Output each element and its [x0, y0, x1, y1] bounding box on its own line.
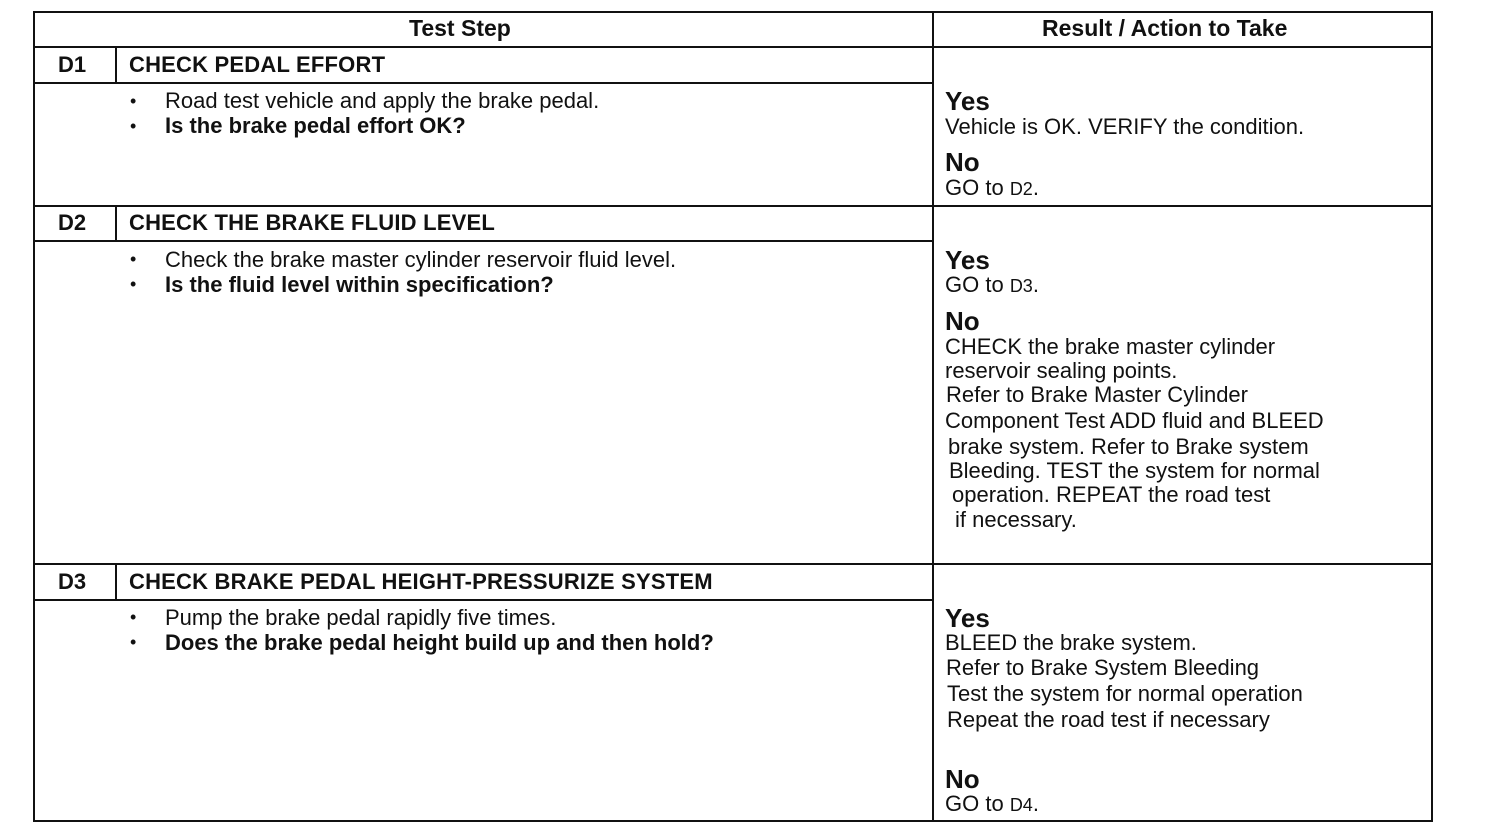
yes-label: Yes [945, 603, 990, 633]
no-action [945, 793, 1039, 815]
no-action-line: if necessary. [955, 507, 1077, 532]
yes-action: Vehicle is OK. VERIFY the condition. [945, 114, 1305, 139]
goto-suffix: . [1032, 791, 1039, 816]
step-question: Is the fluid level within specification? [165, 272, 554, 297]
no-action-line: operation. REPEAT the road test [952, 482, 1271, 507]
d2-title-divider [33, 240, 933, 242]
goto-link-d3[interactable]: D3 [1009, 276, 1033, 296]
goto-text: GO to [945, 175, 1004, 200]
result-action-header: Result / Action to Take [1042, 15, 1288, 41]
test-step-header: Test Step [409, 15, 511, 41]
d1-title-divider [33, 82, 933, 84]
d3-title-divider [33, 599, 933, 601]
goto-text: GO to [945, 272, 1004, 297]
step-id: D3 [58, 569, 87, 594]
goto-link-d2[interactable]: D2 [1009, 179, 1033, 199]
no-label: No [945, 306, 980, 336]
goto-text: GO to [945, 791, 1004, 816]
step-title: CHECK THE BRAKE FLUID LEVEL [129, 210, 495, 235]
goto-suffix: . [1032, 175, 1039, 200]
yes-action-line: Test the system for normal operation [947, 681, 1303, 706]
no-action-line: brake system. Refer to Brake system [948, 434, 1309, 459]
bullet-icon: • [130, 116, 137, 136]
column-divider [932, 11, 934, 822]
bullet-icon: • [130, 274, 137, 294]
step-title: CHECK PEDAL EFFORT [129, 52, 386, 77]
yes-action-line: Refer to Brake System Bleeding [946, 655, 1260, 680]
yes-label: Yes [945, 86, 990, 116]
step-question: Is the brake pedal effort OK? [165, 113, 466, 138]
d3-id-divider [115, 563, 117, 600]
step-id: D2 [58, 210, 87, 235]
no-action-line: Bleeding. TEST the system for normal [949, 458, 1320, 483]
yes-label: Yes [945, 245, 990, 275]
row-divider-d1-d2 [33, 205, 1433, 207]
yes-action-line: BLEED the brake system. [945, 630, 1197, 655]
bullet-icon: • [130, 91, 137, 111]
no-action [945, 177, 1039, 199]
no-action-line: reservoir sealing points. [945, 358, 1178, 383]
goto-link-d4[interactable]: D4 [1009, 795, 1033, 815]
no-label: No [945, 147, 980, 177]
step-instruction: Pump the brake pedal rapidly five times. [165, 605, 557, 630]
bullet-icon: • [130, 607, 137, 627]
step-title: CHECK BRAKE PEDAL HEIGHT-PRESSURIZE SYSTEM [129, 569, 713, 594]
no-action-line: CHECK the brake master cylinder [945, 334, 1276, 359]
no-action-line: Component Test ADD fluid and BLEED [945, 408, 1324, 433]
step-question: Does the brake pedal height build up and then hold? [165, 630, 714, 655]
no-label: No [945, 764, 980, 794]
yes-action-line: Repeat the road test if necessary [947, 707, 1270, 732]
step-instruction: Road test vehicle and apply the brake pedal. [165, 88, 600, 113]
bullet-icon: • [130, 632, 137, 652]
step-id: D1 [58, 52, 87, 77]
row-divider-d2-d3 [33, 563, 1433, 565]
d1-id-divider [115, 46, 117, 83]
yes-action [945, 274, 1039, 296]
no-action-line: Refer to Brake Master Cylinder [946, 382, 1248, 407]
bullet-icon: • [130, 249, 137, 269]
goto-suffix: . [1032, 272, 1039, 297]
step-instruction: Check the brake master cylinder reservoir fluid level. [165, 247, 677, 272]
header-divider [33, 46, 1433, 48]
d2-id-divider [115, 205, 117, 241]
